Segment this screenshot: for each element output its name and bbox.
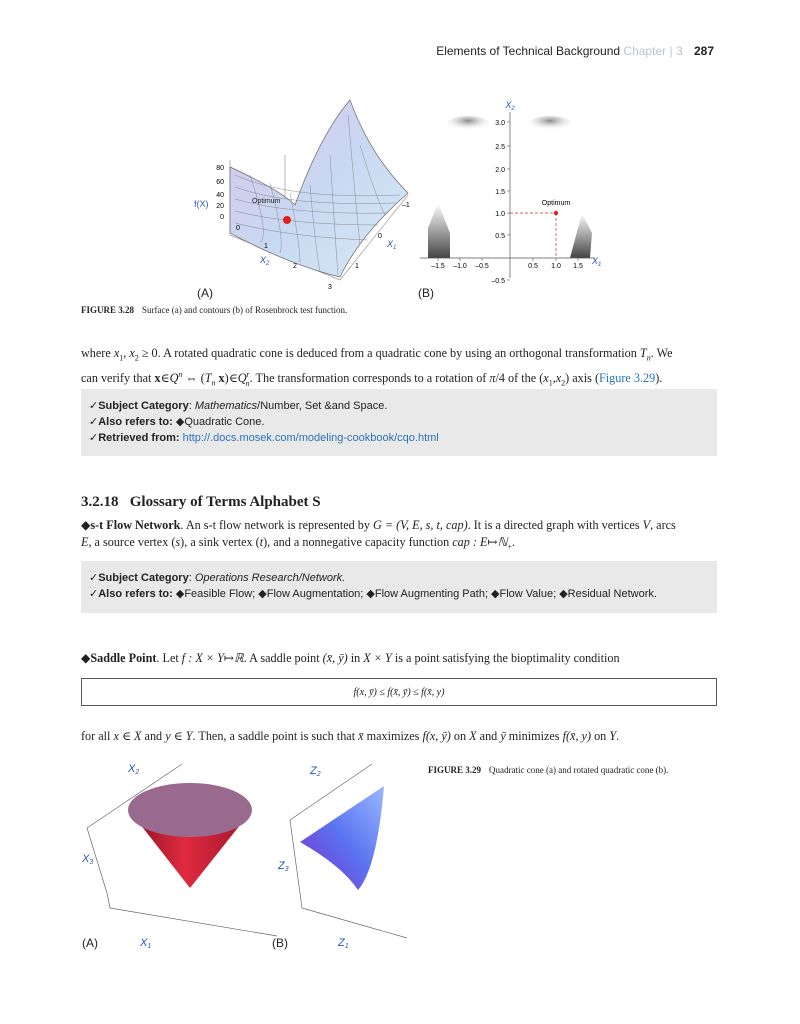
surface-x1-axis-label: $X_1$ xyxy=(387,239,397,251)
st-flow-entry xyxy=(81,517,721,555)
cone-b-frame-bottom xyxy=(302,908,407,938)
contour-y-tick: 1.0 xyxy=(495,211,505,218)
surface-z-tick: 40 xyxy=(216,192,224,199)
contour-y-tick: 3.0 xyxy=(495,120,505,127)
cone-a-frame-left-lower xyxy=(107,893,110,908)
contour-shade-top-left xyxy=(446,116,490,132)
figure-328-caption-text: Surface (a) and contours (b) of Rosenbrock test function. xyxy=(142,305,348,315)
metadata-box-st-flow xyxy=(81,561,717,613)
contour-x-tick: 1.5 xyxy=(573,263,583,270)
figure-328-caption-label: FIGURE 3.28 xyxy=(81,305,135,315)
contour-y-tick: 2.0 xyxy=(495,167,505,174)
st-flow-line-2: E, a source vertex (s), a sink vertex (t), and a nonnegative capacity function cap : E↦ℕ$_+$. xyxy=(81,535,515,552)
cone-a-top-axis-label: X2 xyxy=(128,763,140,776)
chapter-number: 3 xyxy=(675,44,683,58)
quadratic-cone-figure xyxy=(82,758,282,958)
contour-y-tick: –0.5 xyxy=(491,278,505,285)
figure-329-caption xyxy=(428,765,728,775)
contour-x-tick: –1.5 xyxy=(431,263,445,270)
st-flow-line-1: ◆s-t Flow Network. An s-t flow network is represented by G = (V, E, s, t, cap). It is a directed graph with vertices V, arcs xyxy=(81,518,676,532)
contour-shade-left xyxy=(428,203,450,258)
contour-x-axis-label: $X_1$ xyxy=(592,256,602,268)
chapter-separator: | xyxy=(669,44,673,58)
contour-x-tick: –0.5 xyxy=(475,263,489,270)
contour-y-tick: 2.5 xyxy=(495,144,505,151)
bioptimality-equation-box xyxy=(81,678,717,706)
contour-optimum-label: Optimum xyxy=(541,200,571,207)
cone-a-left-axis-label: X3 xyxy=(82,853,94,866)
surface-z-axis-label: f(X) xyxy=(194,199,209,209)
surface-mesh xyxy=(230,100,408,277)
figure-329-label-a: (A) xyxy=(82,936,98,950)
surface-x2-axis-label: $X_2$ xyxy=(260,255,270,267)
box2-subject-line: ✓Subject Category: Operations Research/Network. xyxy=(89,572,346,584)
running-header xyxy=(436,44,714,58)
surface-z-tick: 0 xyxy=(220,214,224,221)
box1-subject-line: ✓Subject Category: Mathematics/Number, Set &and Space. xyxy=(89,400,388,412)
figure-328-label-b: (B) xyxy=(418,286,434,300)
contour-y-axis-label: $X_2$ xyxy=(505,100,515,112)
figure-329-caption-label: FIGURE 3.29 xyxy=(428,765,482,775)
metadata-box-quadratic-cone xyxy=(81,389,717,456)
surface-x1-tick: –1 xyxy=(402,202,410,209)
surface-x1-tick: 1 xyxy=(355,263,359,270)
surface-x2-tick: 0 xyxy=(236,225,240,232)
st-flow-term: ◆s-t Flow Network xyxy=(81,518,181,532)
surface-x2-tick: 3 xyxy=(328,284,332,291)
cone-paragraph-line-1: where $x_1$, $x_2 \ge 0$. A rotated quadratic cone is deduced from a quadratic cone by using an orthogonal transformation $T_n$. We xyxy=(81,346,673,363)
box1-retrieved-link[interactable]: http://.docs.mosek.com/modeling-cookbook/cqo.html xyxy=(182,432,439,444)
rotated-quadratic-cone-figure xyxy=(272,758,412,958)
contour-y-tick: 0.5 xyxy=(495,233,505,240)
page-number: 287 xyxy=(693,44,714,58)
section-number: 3.2.18 xyxy=(81,494,119,510)
contour-x-tick: –1.0 xyxy=(453,263,467,270)
saddle-point-conclusion: for all x ∈ X and y ∈ Y. Then, a saddle point is such that x̄ maximizes f(x, ȳ) on X and ȳ minimizes f(x̄, y) on Y. xyxy=(81,729,620,743)
surface-z-tick: 20 xyxy=(216,203,224,210)
cone-paragraph-line-2: can verify that $x\in Q^n$ ⇔ ($T_n$ $x)\in Q^r_n$. The transformation corresponds to a rotation of π/4 of the $(x_1,x_2)$ axis (Figure 3.29). xyxy=(81,370,663,388)
cone-a-frame-bottom xyxy=(110,908,277,936)
cone-paragraph xyxy=(81,345,721,392)
surface-optimum-label: Optimum xyxy=(252,198,281,205)
saddle-point-term: ◆Saddle Point xyxy=(81,651,157,665)
box1-retrieved-line: ✓Retrieved from: http://.docs.mosek.com/modeling-cookbook/cqo.html xyxy=(89,432,439,444)
figure-329-label-b: (B) xyxy=(272,936,288,950)
section-heading xyxy=(81,494,321,511)
cone-a-bottom-axis-label: X1 xyxy=(140,937,152,950)
contour-x-tick: 0.5 xyxy=(528,263,538,270)
bioptimality-equation: f(x, ȳ) ≤ f(x̄, ȳ) ≤ f(x̄, y) xyxy=(353,687,445,698)
cone-b-body xyxy=(300,786,384,890)
cone-b-frame-left xyxy=(290,820,302,908)
contour-optimum-marker xyxy=(554,211,558,215)
surface-x2-tick: 2 xyxy=(293,263,297,270)
figure-329-caption-text: Quadratic cone (a) and rotated quadratic cone (b). xyxy=(489,765,669,775)
chapter-word: Chapter xyxy=(623,44,667,58)
rosenbrock-contour-plot xyxy=(410,98,615,288)
contour-shade-top-right xyxy=(528,116,572,132)
cone-b-top-axis-label: Z2 xyxy=(310,765,321,778)
surface-x2-tick: 1 xyxy=(264,243,268,250)
contour-y-tick: 1.5 xyxy=(495,189,505,196)
figure-328-label-a: (A) xyxy=(197,286,213,300)
surface-z-tick: 60 xyxy=(216,179,224,186)
figure-328-caption xyxy=(81,305,347,315)
surface-x1-tick: 0 xyxy=(378,233,382,240)
saddle-point-entry: ◆Saddle Point. Let f : X × Y↦ℝ. A saddle point (x̄, ȳ) in X × Y is a point satisfying the bioptimality condition xyxy=(81,651,620,665)
cone-b-left-axis-label: Z3 xyxy=(278,860,289,873)
section-title: Glossary of Terms Alphabet S xyxy=(129,494,321,510)
surface-optimum-marker xyxy=(283,216,291,224)
box1-also-line: ✓Also refers to: ◆Quadratic Cone. xyxy=(89,416,265,428)
contour-shade-right xyxy=(570,213,592,258)
cone-b-bottom-axis-label: Z1 xyxy=(338,937,349,950)
figure-329-link[interactable]: Figure 3.29 xyxy=(599,371,656,386)
surface-z-tick: 80 xyxy=(216,165,224,172)
rosenbrock-surface-plot xyxy=(190,95,420,295)
contour-x-tick: 1.0 xyxy=(551,263,561,270)
cone-a-top xyxy=(128,783,252,837)
box2-also-line: ✓Also refers to: ◆Feasible Flow; ◆Flow Augmentation; ◆Flow Augmenting Path; ◆Flow Value; ◆Residual Network. xyxy=(89,588,657,600)
running-title: Elements of Technical Background xyxy=(436,44,621,58)
